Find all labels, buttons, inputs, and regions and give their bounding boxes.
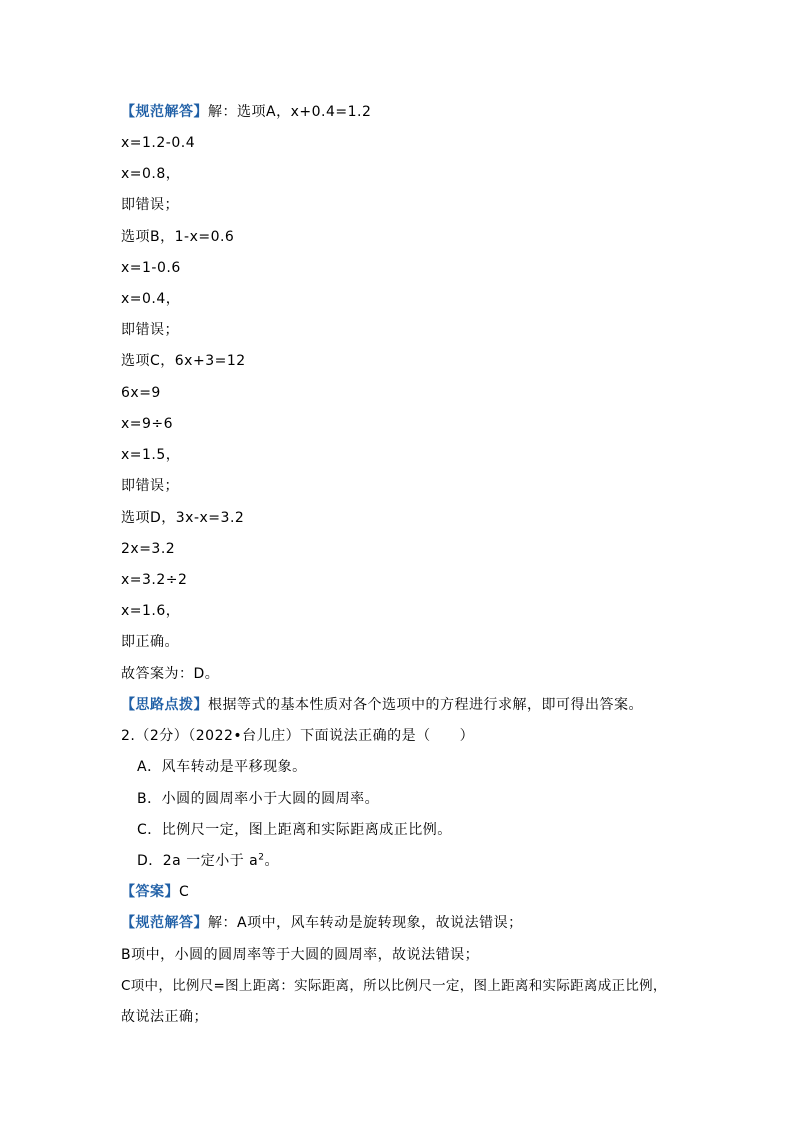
- question-stem: 2.（2分）（2022•台儿庄）下面说法正确的是（ ）: [121, 728, 475, 744]
- solution-line: x=1.6，: [121, 603, 181, 619]
- solution-line: C项中，比例尺=图上距离：实际距离，所以比例尺一定，图上距离和实际距离成正比例，: [121, 978, 667, 994]
- solution-line: x=3.2÷2: [121, 572, 188, 588]
- solution-line: 即错误；: [121, 478, 179, 494]
- solution-line: 故说法正确；: [121, 1009, 208, 1025]
- answer-line: [121, 883, 189, 901]
- solution-text: 解：A项中，风车转动是旋转现象，故说法错误；: [208, 915, 523, 931]
- option-b: B．小圆的圆周率小于大圆的圆周率。: [137, 791, 380, 807]
- hint-text: 根据等式的基本性质对各个选项中的方程进行求解，即可得出答案。: [208, 697, 643, 713]
- solution-line: x=1.5，: [121, 447, 181, 463]
- solution-line: 2x=3.2: [121, 541, 176, 557]
- solution-line: x=0.4，: [121, 291, 181, 307]
- solution-line: x=9÷6: [121, 416, 174, 432]
- answer-tag: 【答案】: [121, 884, 179, 900]
- solution-line: [121, 914, 523, 932]
- solution-line: B项中，小圆的圆周率等于大圆的圆周率，故说法错误；: [121, 947, 480, 963]
- option-d: [137, 852, 279, 870]
- solution-line: 选项C，6x+3=12: [121, 353, 246, 369]
- option-a: A．风车转动是平移现象。: [137, 759, 307, 775]
- solution-line: 即正确。: [121, 634, 179, 650]
- hint-line: [121, 696, 643, 714]
- solution-line: 6x=9: [121, 385, 161, 401]
- solution-line: 选项D，3x-x=3.2: [121, 510, 245, 526]
- hint-tag: 【思路点拨】: [121, 697, 208, 713]
- solution-line: 即错误；: [121, 322, 179, 338]
- option-d-exponent: 2: [258, 852, 265, 863]
- answer-text: C: [179, 884, 190, 900]
- option-c: C．比例尺一定，图上距离和实际距离成正比例。: [137, 822, 452, 838]
- option-d-end: 。: [264, 853, 279, 869]
- solution-line: 选项B，1-x=0.6: [121, 229, 235, 245]
- option-d-text: D．2a 一定小于 a: [137, 853, 259, 869]
- solution-line: x=0.8，: [121, 166, 181, 182]
- solution-tag: 【规范解答】: [121, 104, 208, 120]
- solution-line: [121, 103, 371, 121]
- solution-line: 即错误；: [121, 197, 179, 213]
- solution-tag: 【规范解答】: [121, 915, 208, 931]
- solution-line: x=1-0.6: [121, 260, 181, 276]
- solution-line: 故答案为：D。: [121, 666, 220, 682]
- solution-line: x=1.2-0.4: [121, 135, 196, 151]
- solution-text: 解：选项A，x+0.4=1.2: [208, 104, 372, 120]
